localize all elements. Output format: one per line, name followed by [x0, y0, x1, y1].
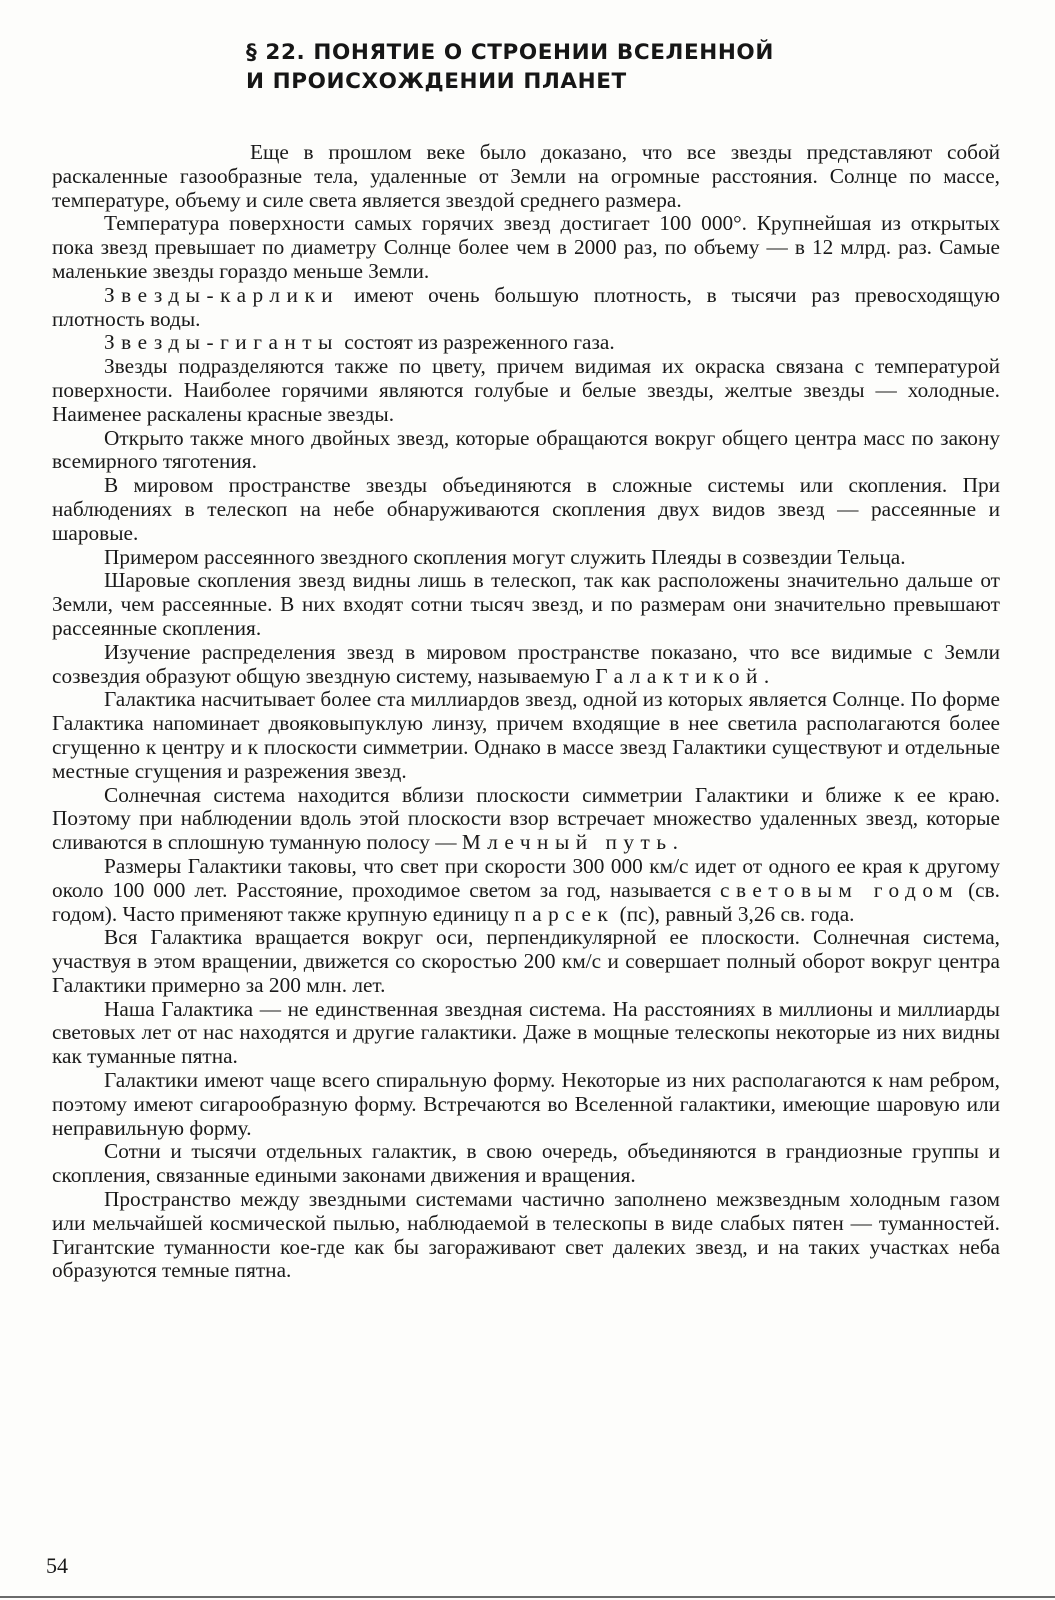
paragraph: [52, 784, 1000, 855]
paragraph-text: Еще в прошлом веке было доказано, что все звезды представляют собой раскаленные газообразные тела, удаленные от Земли на огромные расстояния. Солнце по массе, температуре, объему и силе света является звездой среднего размера.: [52, 140, 1000, 212]
section-heading-line-2: И ПРОИСХОЖДЕНИИ ПЛАНЕТ: [246, 69, 627, 94]
paragraph-text: Сотни и тысячи отдельных галактик, в свою очередь, объединяются в грандиозные группы и скопления, связанные едиными законами движения и вращения.: [52, 1139, 1000, 1188]
paragraph-text: Солнечная система находится вблизи плоскости симметрии Галактики и ближе к ее краю. Поэтому при наблюдении вдоль этой плоскости взор встречает множество удаленных звезд, которые сливаются в сплошную туманную полосу —: [52, 782, 1000, 855]
spaced-term: световым годом: [720, 877, 960, 902]
paragraph-text: Шаровые скопления звезд видны лишь в телескоп, так как расположены значительно дальше от Земли, чем рассеянные. В них входят сотни тысяч звезд, и по размерам они значительно превышают рассеянные скопления.: [52, 568, 1000, 640]
spaced-term: Млечный путь: [461, 830, 673, 855]
paragraph-text: .: [672, 830, 678, 855]
paragraph: [52, 331, 1000, 355]
paragraph-text: Открыто также много двойных звезд, которые обращаются вокруг общего центра масс по закону всемирного тяготения.: [52, 425, 1000, 474]
paragraph-text: Наша Галактика — не единственная звездная система. На расстояниях в миллионы и миллиарды световых лет от нас находятся и другие галактики. Даже в мощные телескопы некоторые из них видны как туманные пятна.: [52, 996, 1000, 1069]
paragraph-text: Галактики имеют чаще всего спиральную форму. Некоторые из них располагаются к нам ребром, поэтому имеют сигарообразную форму. Встречаются во Вселенной галактики, имеющие шаровую или неправильную форму.: [52, 1068, 1000, 1140]
paragraph-text: Звезды подразделяются также по цвету, причем видимая их окраска связана с температурой поверхности. Наиболее горячими являются голубые и белые звезды, желтые звезды — холодные. Наименее раскалены красные звезды.: [52, 354, 1000, 426]
paragraph-text: Вся Галактика вращается вокруг оси, перпендикулярной ее плоскости. Солнечная система, участвуя в этом вращении, движется со скоростью 200 км/с и совершает полный оборот вокруг центра Галактики примерно за 200 млн. лет.: [52, 925, 1000, 997]
paragraph: [52, 1140, 1000, 1188]
paragraph: [52, 641, 1000, 689]
paragraph: [52, 998, 1000, 1069]
paragraph: [52, 688, 1000, 783]
page-number: 54: [46, 1553, 68, 1578]
paragraph: [52, 355, 1000, 426]
paragraph-text: Размеры Галактики таковы, что свет при скорости 300 000 км/с идет от одного ее края к другому около 100 000 лет. Расстояние, проходимое светом за год, называется: [52, 853, 1000, 902]
body-text: [52, 141, 1000, 1283]
paragraph: [52, 926, 1000, 997]
paragraph: [52, 855, 1000, 926]
spaced-term: парсек: [514, 901, 615, 926]
paragraph-text: состоят из разреженного газа.: [338, 330, 615, 355]
paragraph-text: Пространство между звездными системами частично заполнено межзвездным холодным газом или мельчайшей космической пылью, наблюдаемой в телескопы в виде слабых пятен — туманностей. Гигантские туманности кое-где как бы загораживают свет далеких звезд, и на таких участках неба образуются темные пятна.: [52, 1187, 1000, 1283]
paragraph: [52, 546, 1000, 570]
paragraph-text: имеют очень большую плотность, в тысячи раз превосходящую плотность воды.: [52, 282, 1000, 331]
paragraph-text: Галактика насчитывает более ста миллиардов звезд, одной из которых является Солнце. По форме Галактика напоминает двояковыпуклую линзу, причем входящие в нее светила располагаются более сгущенно к центру и к плоскости симметрии. Однако в массе звезд Галактики существуют и отдельные местные сгущения и разрежения звезд.: [52, 687, 1000, 783]
paragraph: [52, 1188, 1000, 1283]
paragraph: [52, 284, 1000, 332]
spaced-term: Звезды-гиганты: [104, 330, 339, 355]
paragraph: [52, 569, 1000, 640]
section-heading: [246, 38, 886, 96]
section-heading-line-1: § 22. ПОНЯТИЕ О СТРОЕНИИ ВСЕЛЕННОЙ: [246, 40, 774, 65]
paragraph-text: (пс), равный 3,26 св. года.: [614, 901, 855, 926]
spaced-term: Галактикой: [595, 663, 764, 688]
paragraph: [52, 1069, 1000, 1140]
paragraph: [52, 474, 1000, 545]
paragraph: [52, 141, 1000, 212]
paragraph-text: Примером рассеянного звездного скопления могут служить Плеяды в созвездии Тельца.: [104, 544, 906, 569]
paragraph-text: (св. годом). Часто применяют также крупную единицу: [52, 877, 1000, 926]
paragraph-text: В мировом пространстве звезды объединяются в сложные системы или скопления. При наблюдениях в телескоп на небе обнаруживаются скопления двух видов звезд — рассеянные и шаровые.: [52, 473, 1000, 545]
paragraph-text: Изучение распределения звезд в мировом пространстве показано, что все видимые с Земли созвездия образуют общую звездную систему, называемую: [52, 639, 1000, 688]
paragraph-text: .: [763, 663, 770, 688]
paragraph: [52, 212, 1000, 283]
paragraph-text: Температура поверхности самых горячих звезд достигает 100 000°. Крупнейшая из открытых пока звезд превышает по диаметру Солнце более чем в 2000 раз, по объему — в 12 млрд. раз. Самые маленькие звезды гораздо меньше Земли.: [52, 211, 1000, 283]
page-bottom-edge: [0, 1596, 1055, 1598]
spaced-term: Звезды-карлики: [104, 282, 340, 307]
paragraph: [52, 427, 1000, 475]
